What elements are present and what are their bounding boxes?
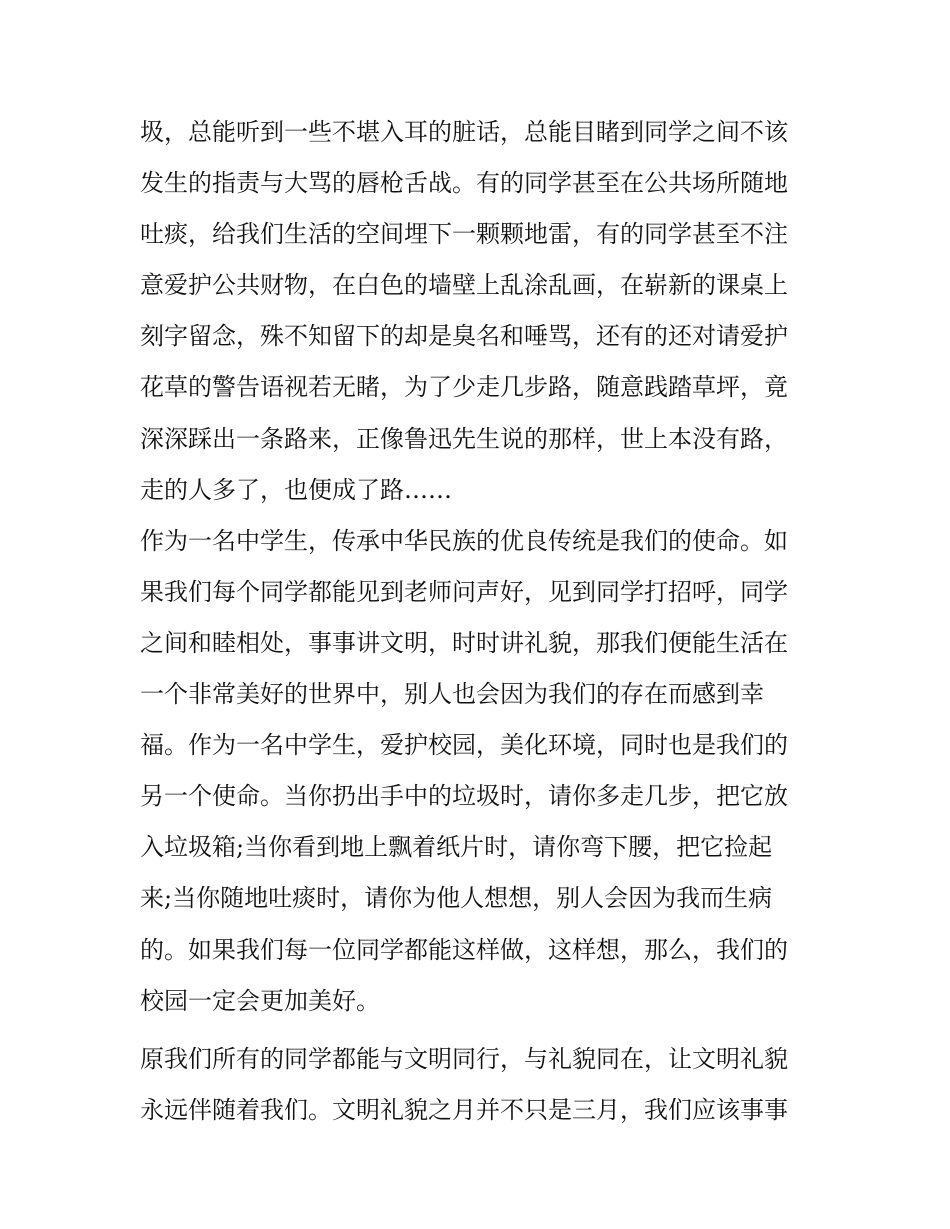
text-line: 花草的警告语视若无睹，为了少走几步路，随意践踏草坪，竟 bbox=[140, 373, 788, 402]
text-line: 原我们所有的同学都能与文明同行，与礼貌同在，让文明礼貌 bbox=[140, 1044, 788, 1073]
text-line: 刻字留念，殊不知留下的却是臭名和唾骂，还有的还对请爱护 bbox=[140, 322, 788, 351]
text-line: 校园一定会更加美好。 bbox=[140, 986, 380, 1015]
paragraph-2 bbox=[140, 516, 820, 1027]
text-line: 入垃圾箱;当你看到地上飘着纸片时，请你弯下腰，把它捡起 bbox=[140, 833, 773, 862]
document-body bbox=[140, 107, 820, 1136]
text-line: 永远伴随着我们。文明礼貌之月并不只是三月，我们应该事事 bbox=[140, 1095, 788, 1124]
paragraph-3 bbox=[140, 1034, 820, 1136]
text-line: 来;当你随地吐痰时，请你为他人想想，别人会因为我而生病 bbox=[140, 884, 773, 913]
text-line: 另一个使命。当你扔出手中的垃圾时，请你多走几步，把它放 bbox=[140, 782, 788, 811]
text-line: 走的人多了，也便成了路…… bbox=[140, 475, 452, 504]
text-line: 的。如果我们每一位同学都能这样做，这样想，那么，我们的 bbox=[140, 935, 788, 964]
text-line: 深深踩出一条路来，正像鲁迅先生说的那样，世上本没有路， bbox=[140, 424, 788, 453]
text-line: 圾，总能听到一些不堪入耳的脏话，总能目睹到同学之间不该 bbox=[140, 118, 788, 146]
text-line: 发生的指责与大骂的唇枪舌战。有的同学甚至在公共场所随地 bbox=[140, 169, 788, 198]
text-line: 一个非常美好的世界中，别人也会因为我们的存在而感到幸 bbox=[140, 680, 764, 709]
paragraph-gap bbox=[140, 1027, 820, 1034]
text-line: 吐痰，给我们生活的空间埋下一颗颗地雷，有的同学甚至不注 bbox=[140, 220, 788, 249]
text-line: 作为一名中学生，传承中华民族的优良传统是我们的使命。如 bbox=[140, 526, 788, 555]
text-line: 意爱护公共财物，在白色的墙壁上乱涂乱画，在崭新的课桌上 bbox=[140, 271, 788, 300]
text-line: 之间和睦相处，事事讲文明，时时讲礼貌，那我们便能生活在 bbox=[140, 628, 788, 657]
paragraph-1 bbox=[140, 107, 820, 516]
text-line: 果我们每个同学都能见到老师问声好，见到同学打招呼，同学 bbox=[140, 577, 788, 606]
text-line: 福。作为一名中学生，爱护校园，美化环境，同时也是我们的 bbox=[140, 731, 788, 760]
